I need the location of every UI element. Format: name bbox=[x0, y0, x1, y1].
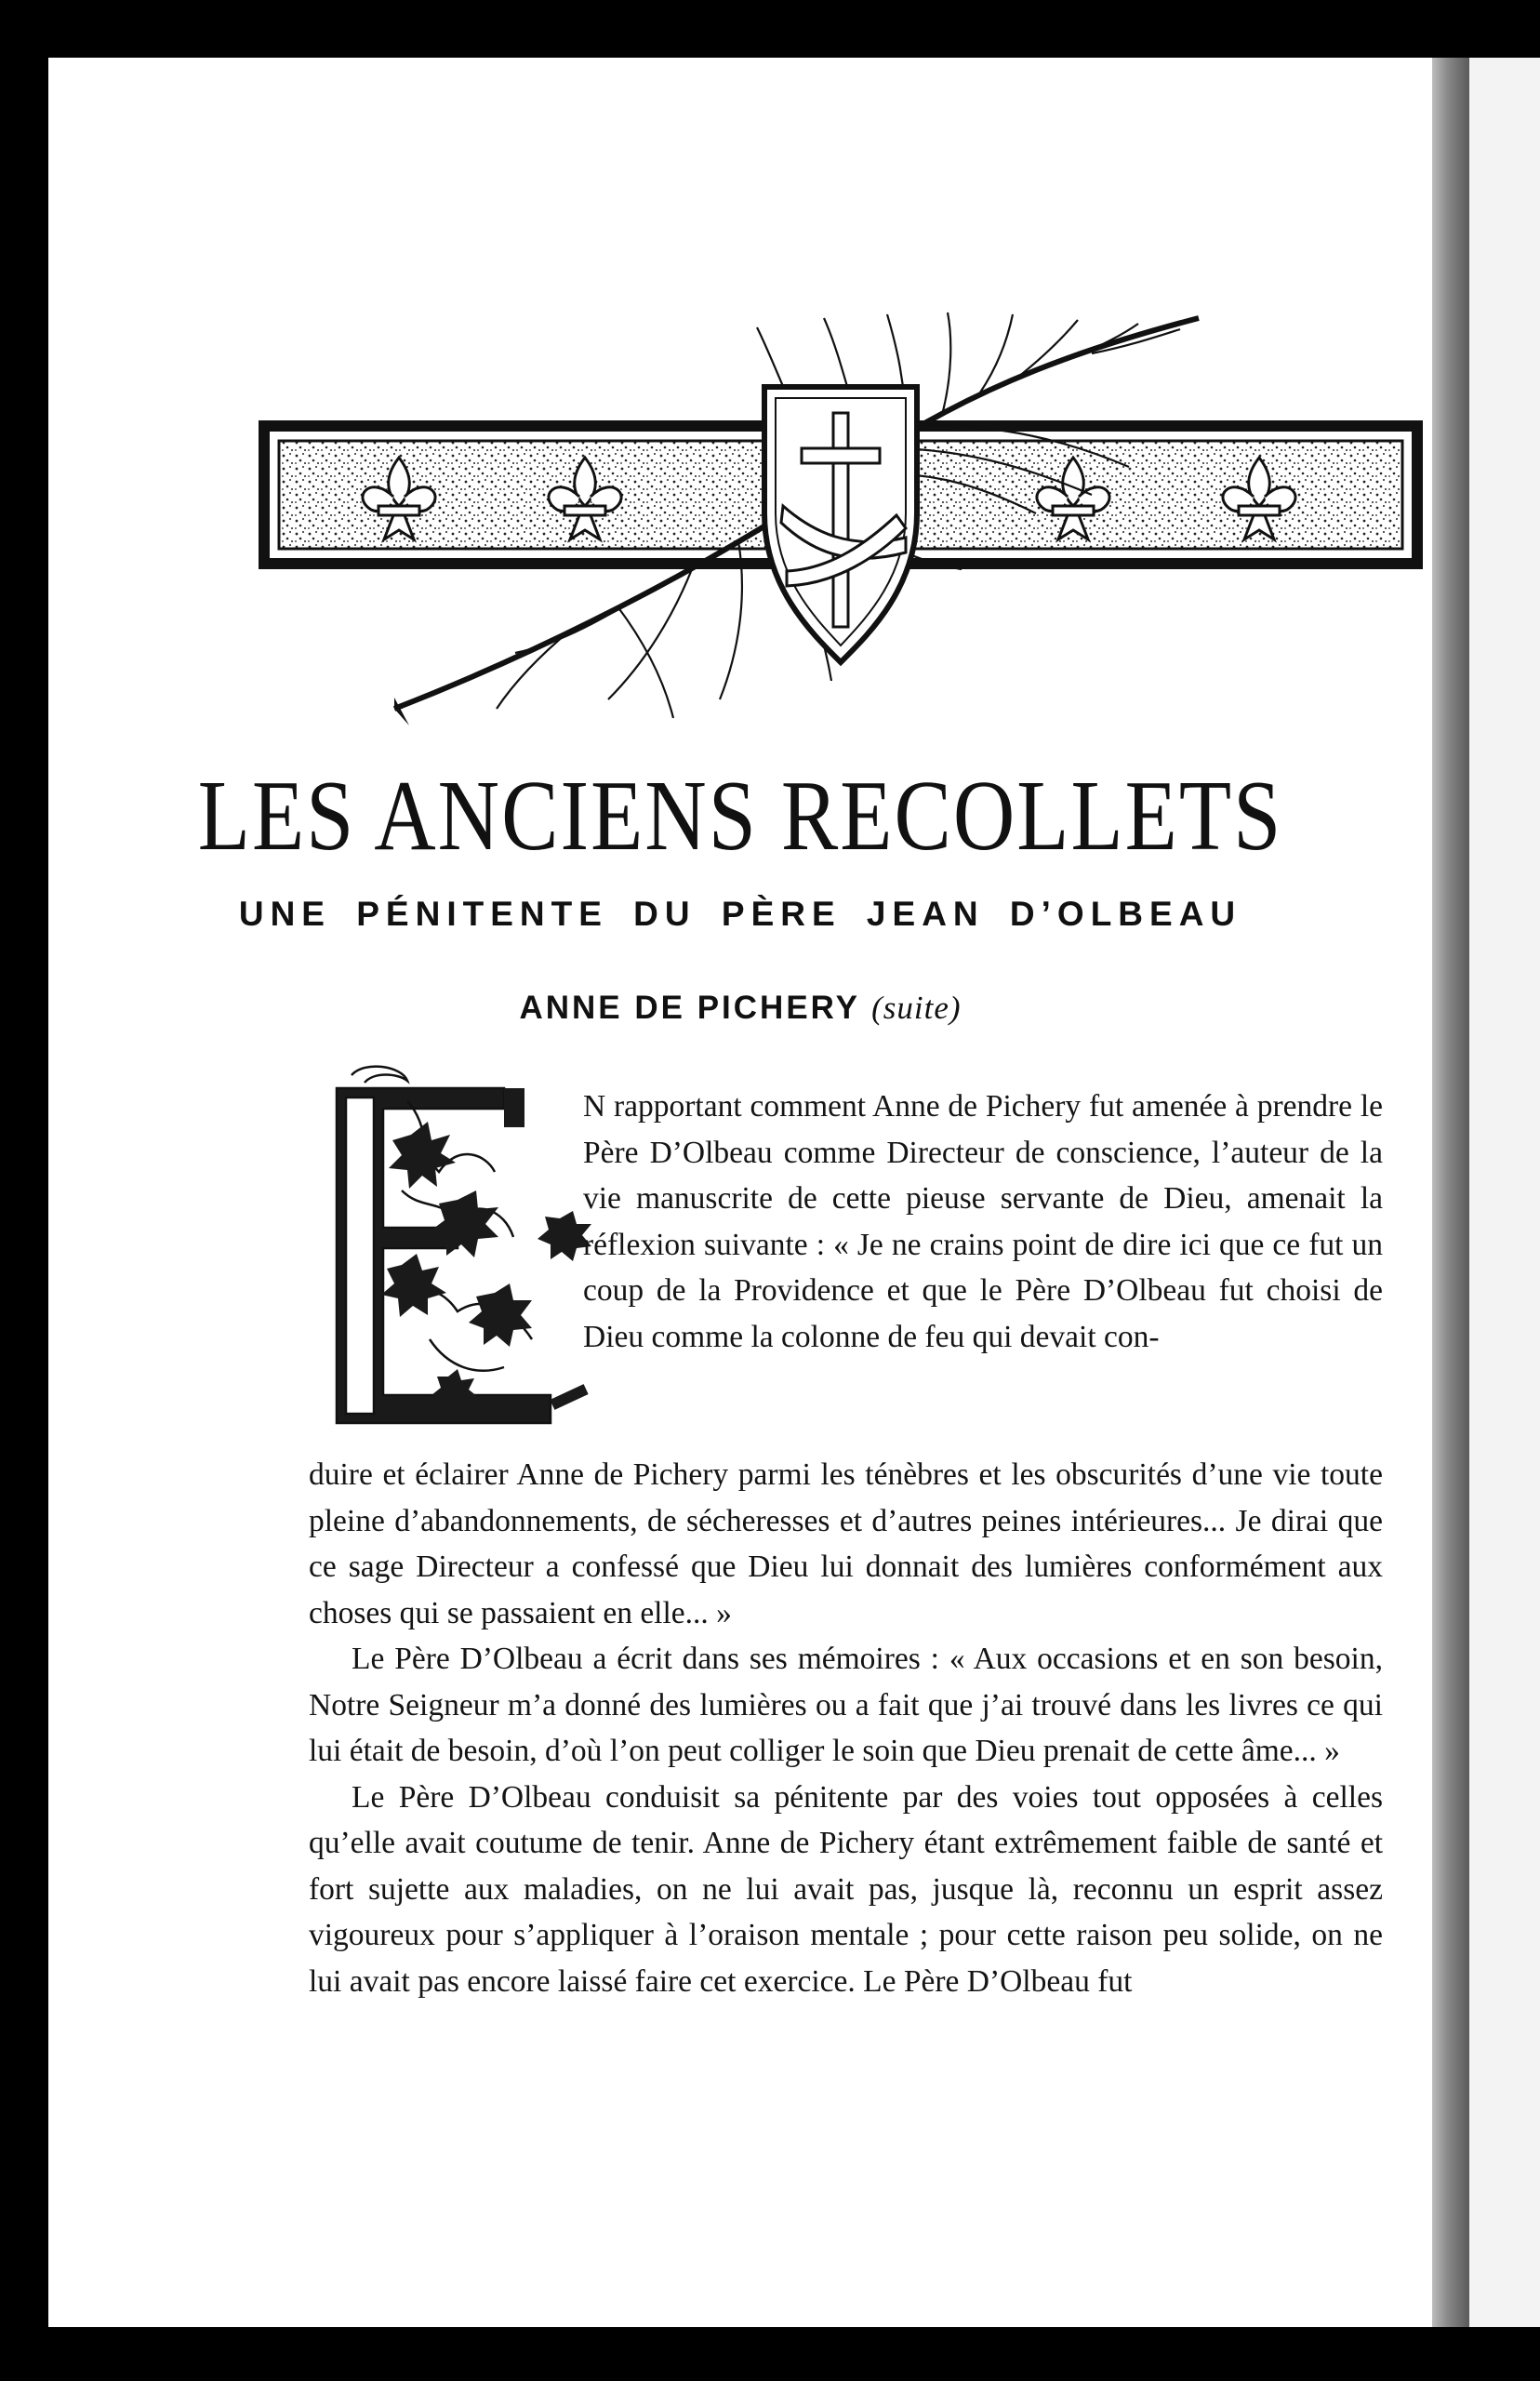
article-title: LES ANCIENS RECOLLETS bbox=[197, 759, 1283, 871]
section-heading bbox=[48, 990, 1432, 1027]
article-subtitle: UNE PÉNITENTE DU PÈRE JEAN D’OLBEAU bbox=[238, 895, 1242, 933]
section-heading-name: ANNE DE PICHERY bbox=[519, 990, 860, 1026]
book-page bbox=[48, 58, 1432, 2327]
section-heading-suffix: (suite) bbox=[871, 990, 962, 1026]
paragraph-2: Le Père D’Olbeau a écrit dans ses mémoires : « Aux occasions et en son besoin, Notre Seigneur m’a donné des lumières ou a fait que j’ai trouvé dans les livres ce qui lui était de besoin, d’où l’on peut colliger le soin que Dieu prenait de cette âme... » bbox=[309, 1642, 1383, 1768]
headband-ornament bbox=[255, 309, 1427, 737]
adjacent-page bbox=[1469, 58, 1540, 2327]
page-edge-shadow bbox=[1432, 58, 1469, 2327]
intro-paragraph: N rapportant comment Anne de Pichery fut amenée à prendre le Père D’Olbeau comme Directeur de conscience, l’auteur de la vie manuscrite de cette pieuse servante de Dieu, amenait la réflexion suivante : « Je ne crains point de dire ici que ce fut un coup de la Providence et que le Père D’Olbeau fut choisi de Dieu comme la colonne de feu qui devait con- bbox=[583, 1089, 1383, 1354]
article-body bbox=[309, 1452, 1383, 2004]
paragraph-3: Le Père D’Olbeau conduisit sa pénitente par des voies tout opposées à celles qu’elle avait coutume de tenir. Anne de Pichery étant extrêmement faible de santé et fort sujette aux maladies, on ne lui avait pas, jusque là, reconnu un esprit assez vigoureux pour s’appliquer à l’oraison mentale ; pour cette raison peu solide, on ne lui avait pas encore laissé faire cet exercice. Le Père D’Olbeau fut bbox=[309, 1779, 1383, 1999]
paragraph-1-continuation: duire et éclairer Anne de Pichery parmi les ténèbres et les obscurités d’une vie toute pleine d’abandonnements, de sécheresses et d’autres peines intérieures... Je dirai que ce sage Directeur a confessé que Dieu lui donnait des lumières conformément aux choses qui se passaient en elle... » bbox=[309, 1457, 1383, 1630]
